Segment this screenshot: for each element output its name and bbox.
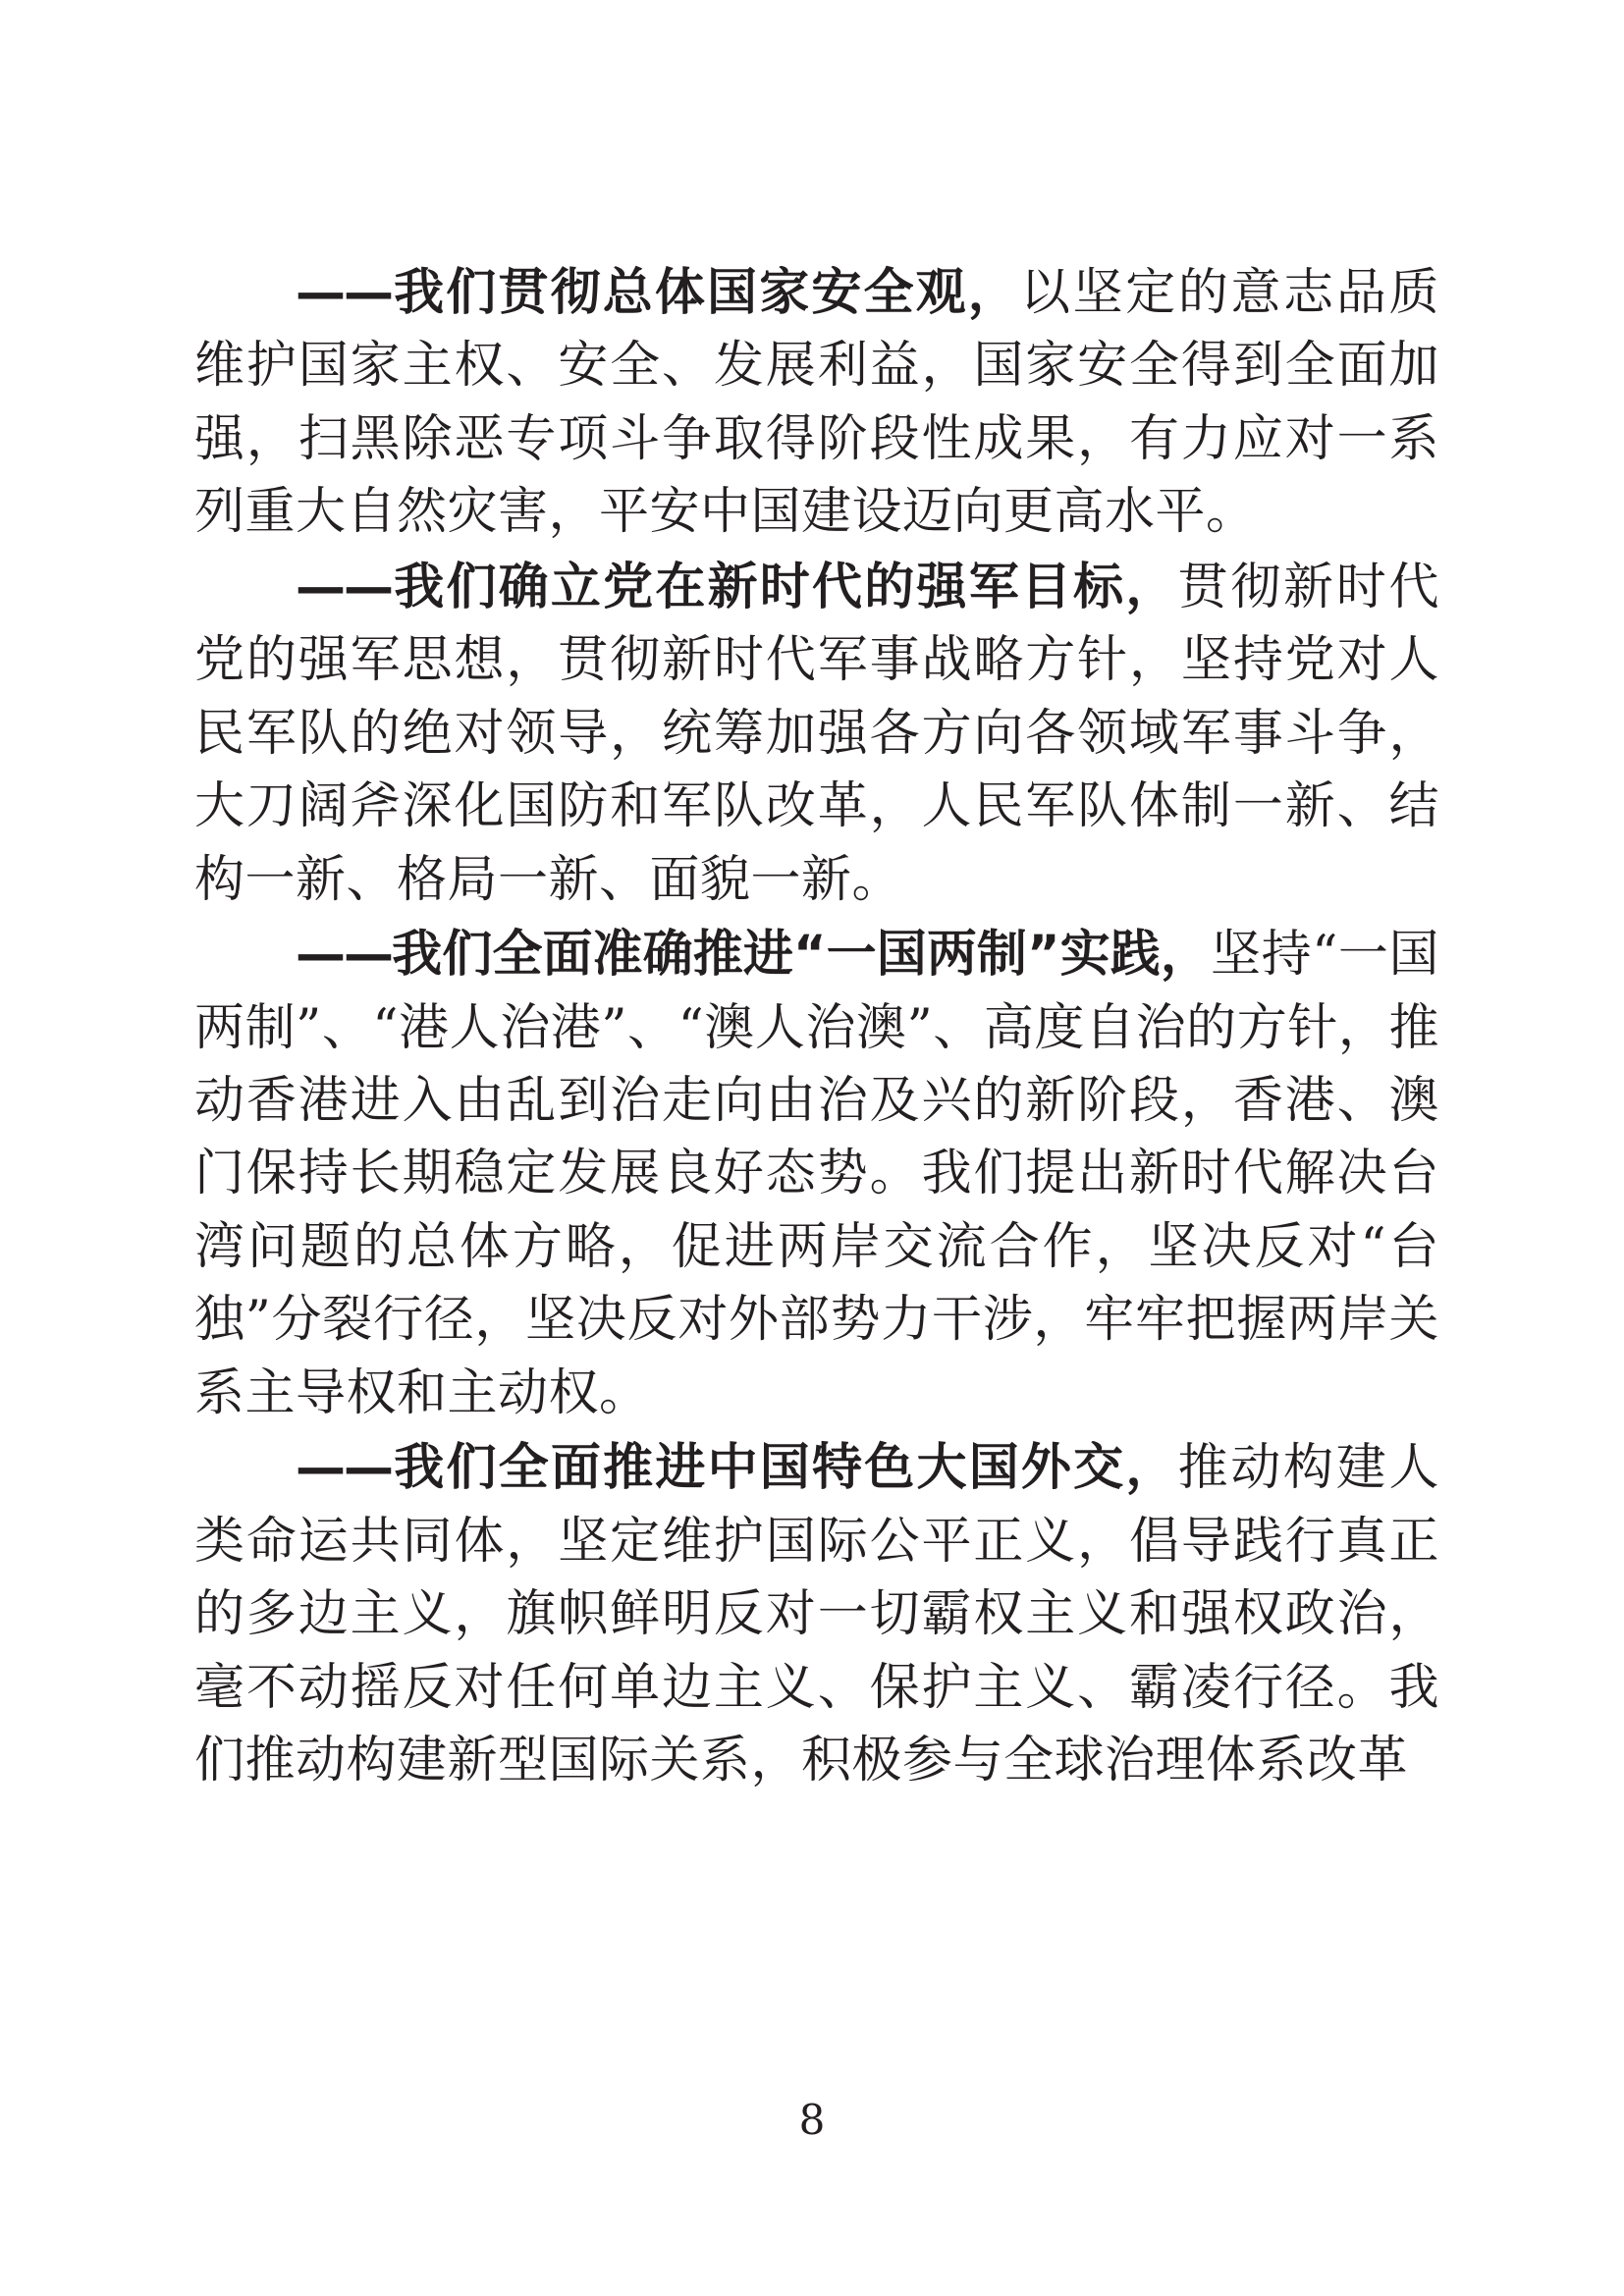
paragraph-national-security — [194, 257, 1439, 550]
paragraph-one-country-two-systems — [194, 919, 1439, 1430]
paragraph-indent — [194, 552, 296, 624]
paragraph-indent — [194, 257, 296, 330]
paragraph-diplomacy — [194, 1432, 1439, 1797]
paragraph-text: 推动构建人类命运共同体，坚定维护国际公平正义，倡导践行真正的多边主义，旗帜鲜明反对一切霸权主义和强权政治，毫不动摇反对任何单边主义、保护主义、霸凌行径。我们推动构建新型国际关系，积极参与全球治理体系改革 — [194, 1439, 1439, 1790]
paragraph-dash: —— — [296, 1439, 393, 1498]
paragraph-dash: —— — [296, 264, 393, 322]
page-body — [194, 257, 1439, 1800]
paragraph-indent — [194, 1432, 296, 1505]
paragraph-dash: —— — [296, 558, 393, 616]
paragraph-military-goal — [194, 552, 1439, 917]
paragraph-lead: 我们全面推进中国特色大国外交， — [392, 1439, 1178, 1498]
paragraph-text: 以坚定的意志品质维护国家主权、安全、发展利益，国家安全得到全面加强，扫黑除恶专项斗争取得阶段性成果，有力应对一系列重大自然灾害，平安中国建设迈向更高水平。 — [194, 264, 1439, 542]
paragraph-text: 贯彻新时代党的强军思想，贯彻新时代军事战略方针，坚持党对人民军队的绝对领导，统筹加强各方向各领域军事斗争，大刀阔斧深化国防和军队改革，人民军队体制一新、结构一新、格局一新、面貌一新。 — [194, 558, 1439, 909]
paragraph-dash: —— — [296, 926, 393, 985]
paragraph-lead: 我们确立党在新时代的强军目标， — [392, 558, 1178, 616]
page-number: 8 — [798, 2096, 826, 2144]
paragraph-indent — [194, 919, 296, 991]
paragraph-lead: 我们全面准确推进“一国两制”实践， — [392, 926, 1211, 985]
paragraph-text: 坚持“一国两制”、“港人治港”、“澳人治澳”、高度自治的方针，推动香港进入由乱到治走向由治及兴的新阶段，香港、澳门保持长期稳定发展良好态势。我们提出新时代解决台湾问题的总体方略，促进两岸交流合作，坚决反对“台独”分裂行径，坚决反对外部势力干涉，牢牢把握两岸关系主导权和主动权。 — [194, 926, 1440, 1422]
paragraph-lead: 我们贯彻总体国家安全观， — [392, 264, 1020, 322]
